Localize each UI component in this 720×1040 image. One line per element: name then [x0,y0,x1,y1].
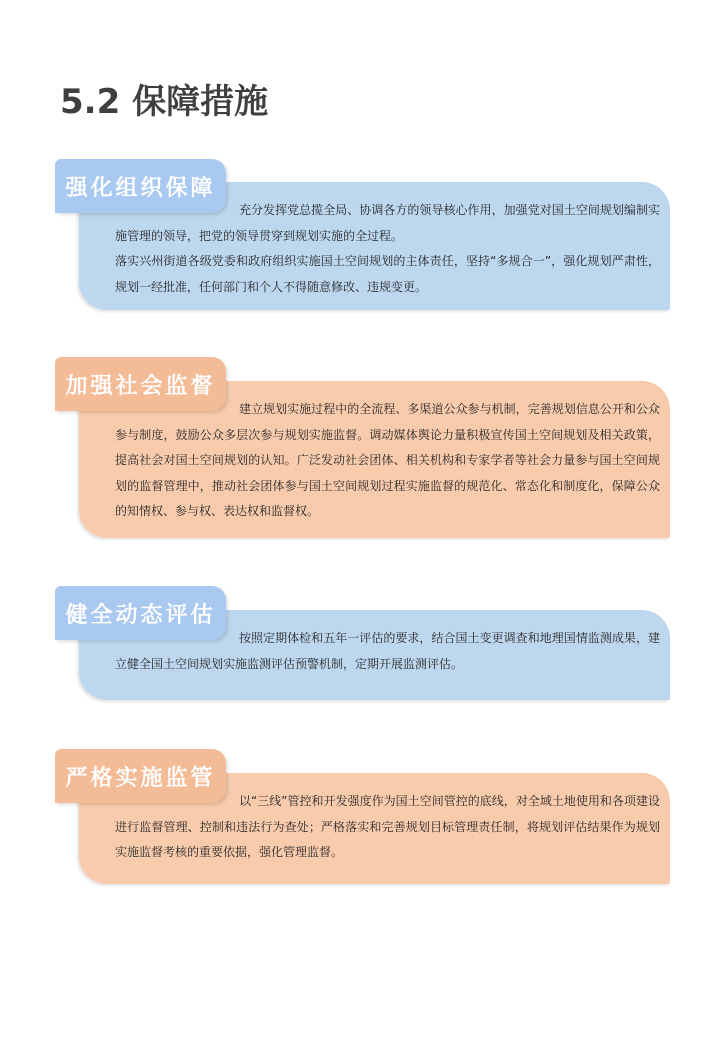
section-organization-guarantee [55,159,670,311]
section-tag: 强化组织保障 [55,159,226,213]
section-tag: 健全动态评估 [55,586,226,640]
section-tag: 严格实施监管 [55,749,226,803]
section-paragraph: 落实兴州街道各级党委和政府组织实施国土空间规划的主体责任，坚持“多规合一”，强化规划严肃性，规划一经批准，任何部门和个人不得随意修改、违规变更。 [115,254,660,294]
section-paragraph: 按照定期体检和五年一评估的要求，结合国土变更调查和地理国情监测成果，建立健全国土空间规划实施监测评估预警机制，定期开展监测评估。 [115,631,660,671]
section-paragraph: 以“三线”管控和开发强度作为国土空间管控的底线，对全域土地使用和各项建设进行监督管理、控制和违法行为查处；严格落实和完善规划目标管理责任制，将规划评估结果作为规划实施监督考核的重要依据，强化管理监督。 [115,794,660,859]
section-paragraph: 充分发挥党总揽全局、协调各方的领导核心作用，加强党对国土空间规划编制实施管理的领导，把党的领导贯穿到规划实施的全过程。 [115,203,660,243]
section-tag: 加强社会监督 [55,357,226,411]
section-social-supervision [55,357,670,539]
section-paragraph: 建立规划实施过程中的全流程、多渠道公众参与机制，完善规划信息公开和公众参与制度，鼓励公众多层次参与规划实施监督。调动媒体舆论力量积极宣传国土空间规划及相关政策，提高社会对国土空间规划的认知。广泛发动社会团体、相关机构和专家学者等社会力量参与国土空间规划的监督管理中，推动社会团体参与国土空间规划过程实施监督的规范化、常态化和制度化，保障公众的知情权、参与权、表达权和监督权。 [115,402,660,518]
page-title: 5.2 保障措施 [60,82,269,122]
section-strict-supervision [55,749,670,885]
section-dynamic-evaluation [55,586,670,701]
